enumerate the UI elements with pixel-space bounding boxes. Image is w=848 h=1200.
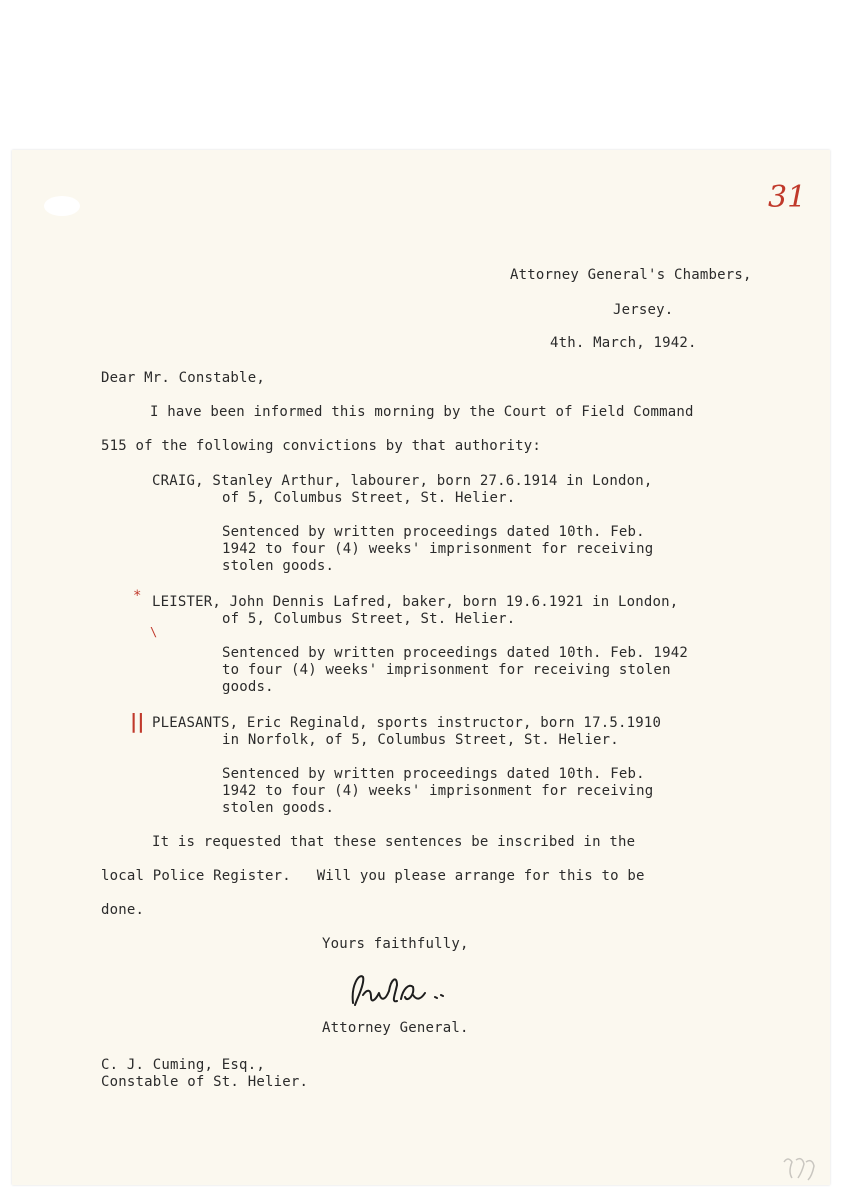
addressee-line-2: Constable of St. Helier. <box>101 1074 309 1090</box>
intro-line-1: I have been informed this morning by the Court of Field Command <box>150 404 694 420</box>
signatory-title: Attorney General. <box>322 1020 469 1036</box>
conviction-1-sentence-line-1: Sentenced by written proceedings dated 10th. Feb. <box>222 524 645 540</box>
request-line-1: It is requested that these sentences be inscribed in the <box>152 834 636 850</box>
intro-line-2: 515 of the following convictions by that authority: <box>101 438 542 454</box>
conviction-3-person-line-2: in Norfolk, of 5, Columbus Street, St. Helier. <box>222 732 619 748</box>
red-tick-mark: \ <box>150 625 158 639</box>
faint-archive-stamp <box>780 1152 818 1184</box>
punch-hole <box>44 196 80 216</box>
conviction-2-person-line-1: LEISTER, John Dennis Lafred, baker, born 19.6.1921 in London, <box>152 594 679 610</box>
handwritten-signature <box>345 965 455 1015</box>
request-line-2: local Police Register. Will you please arrange for this to be <box>101 868 645 884</box>
conviction-3-person-line-1: PLEASANTS, Eric Reginald, sports instructor, born 17.5.1910 <box>152 715 662 731</box>
request-line-3: done. <box>101 902 145 918</box>
conviction-2-sentence-line-1: Sentenced by written proceedings dated 10th. Feb. 1942 <box>222 645 688 661</box>
conviction-1-person-line-1: CRAIG, Stanley Arthur, labourer, born 27.6.1914 in London, <box>152 473 653 489</box>
header-office: Attorney General's Chambers, <box>510 267 752 283</box>
conviction-3-sentence-line-1: Sentenced by written proceedings dated 10th. Feb. <box>222 766 645 782</box>
conviction-1-sentence-line-2: 1942 to four (4) weeks' imprisonment for receiving <box>222 541 654 557</box>
addressee-line-1: C. J. Cuming, Esq., <box>101 1057 265 1073</box>
red-star-mark: * <box>133 588 142 604</box>
closing: Yours faithfully, <box>322 936 469 952</box>
conviction-2-person-line-2: of 5, Columbus Street, St. Helier. <box>222 611 516 627</box>
conviction-3-sentence-line-3: stolen goods. <box>222 800 335 816</box>
conviction-2-sentence-line-3: goods. <box>222 679 274 695</box>
conviction-1-sentence-line-3: stolen goods. <box>222 558 335 574</box>
header-date: 4th. March, 1942. <box>550 335 697 351</box>
red-double-bar-mark: || <box>130 709 145 733</box>
conviction-3-sentence-line-2: 1942 to four (4) weeks' imprisonment for receiving <box>222 783 654 799</box>
conviction-2-sentence-line-2: to four (4) weeks' imprisonment for receiving stolen <box>222 662 671 678</box>
salutation: Dear Mr. Constable, <box>101 370 265 386</box>
header-place: Jersey. <box>613 302 674 318</box>
folio-number: 31 <box>768 180 807 215</box>
conviction-1-person-line-2: of 5, Columbus Street, St. Helier. <box>222 490 516 506</box>
